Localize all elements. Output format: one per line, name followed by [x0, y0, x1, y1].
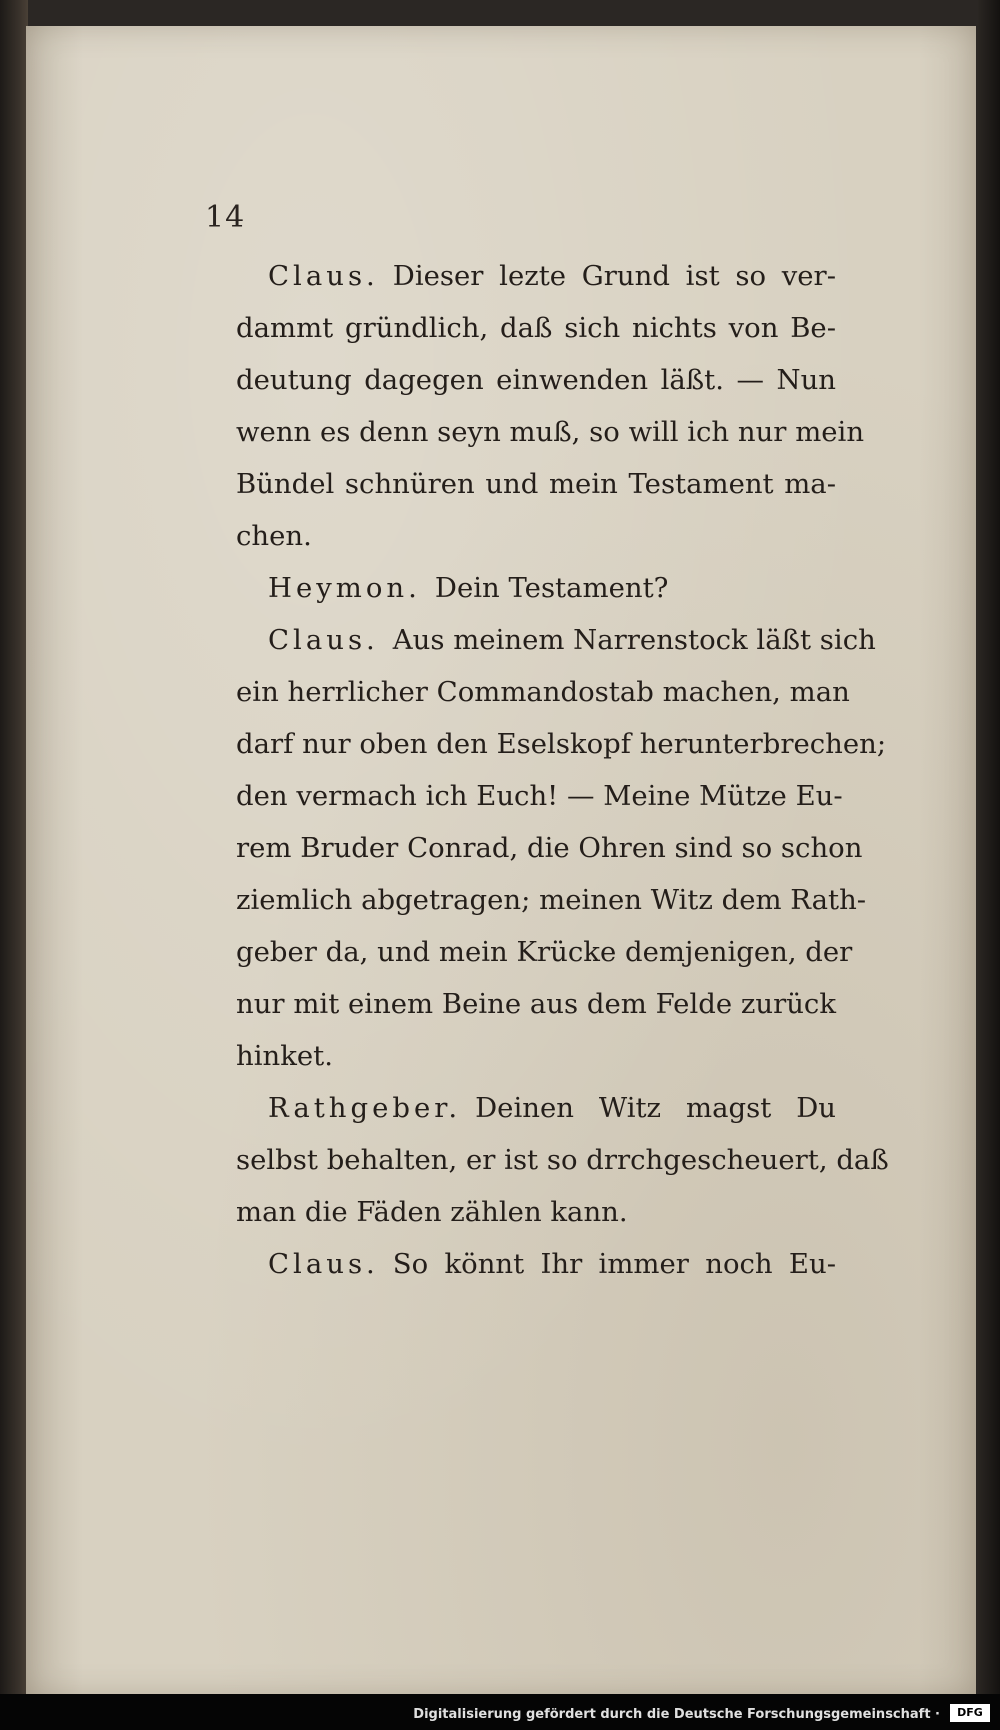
text-line: chen.	[236, 520, 312, 552]
text-line: den vermach ich Euch! — Meine Mütze Eu-	[236, 780, 843, 812]
text-line: darf nur oben den Eselskopf herunterbrechen;	[236, 728, 887, 760]
dfg-logo: DFG	[950, 1704, 990, 1722]
speaker-name: Claus.	[268, 1248, 379, 1280]
text-line: nur mit einem Beine aus dem Felde zurück	[236, 988, 836, 1020]
text-line: Claus. So könnt Ihr immer noch Eu-	[268, 1248, 836, 1280]
text-line: dammt gründlich, daß sich nichts von Be-	[236, 312, 836, 344]
text-line: rem Bruder Conrad, die Ohren sind so schon	[236, 832, 863, 864]
text-line: Heymon. Dein Testament?	[268, 572, 669, 604]
page-number: 14	[205, 200, 246, 235]
speaker-name: Heymon.	[268, 572, 421, 604]
text-line: Bündel schnüren und mein Testament ma-	[236, 468, 836, 500]
text-line: geber da, und mein Krücke demjenigen, der	[236, 936, 853, 968]
page-text	[236, 250, 889, 1290]
text-line: Claus. Dieser lezte Grund ist so ver-	[268, 260, 836, 292]
text-line: Claus. Aus meinem Narrenstock läßt sich	[268, 624, 876, 656]
speaker-name: Claus.	[268, 624, 379, 656]
speaker-name: Claus.	[268, 260, 379, 292]
text-line: Rathgeber. Deinen Witz magst Du	[268, 1092, 836, 1124]
book-edge-right	[978, 0, 1000, 1730]
text-line: deutung dagegen einwenden läßt. — Nun	[236, 364, 836, 396]
funding-credit: Digitalisierung gefördert durch die Deutsche Forschungsgemeinschaft ·	[413, 1707, 940, 1722]
text-line: ziemlich abgetragen; meinen Witz dem Rath-	[236, 884, 867, 916]
text-line: selbst behalten, er ist so drrchgescheuert, daß	[236, 1144, 889, 1176]
text-line: ein herrlicher Commandostab machen, man	[236, 676, 850, 708]
text-line: hinket.	[236, 1040, 333, 1072]
speaker-name: Rathgeber.	[268, 1092, 462, 1124]
text-line: wenn es denn seyn muß, so will ich nur mein	[236, 416, 865, 448]
text-line: man die Fäden zählen kann.	[236, 1196, 628, 1228]
book-spine-left	[0, 0, 28, 1730]
